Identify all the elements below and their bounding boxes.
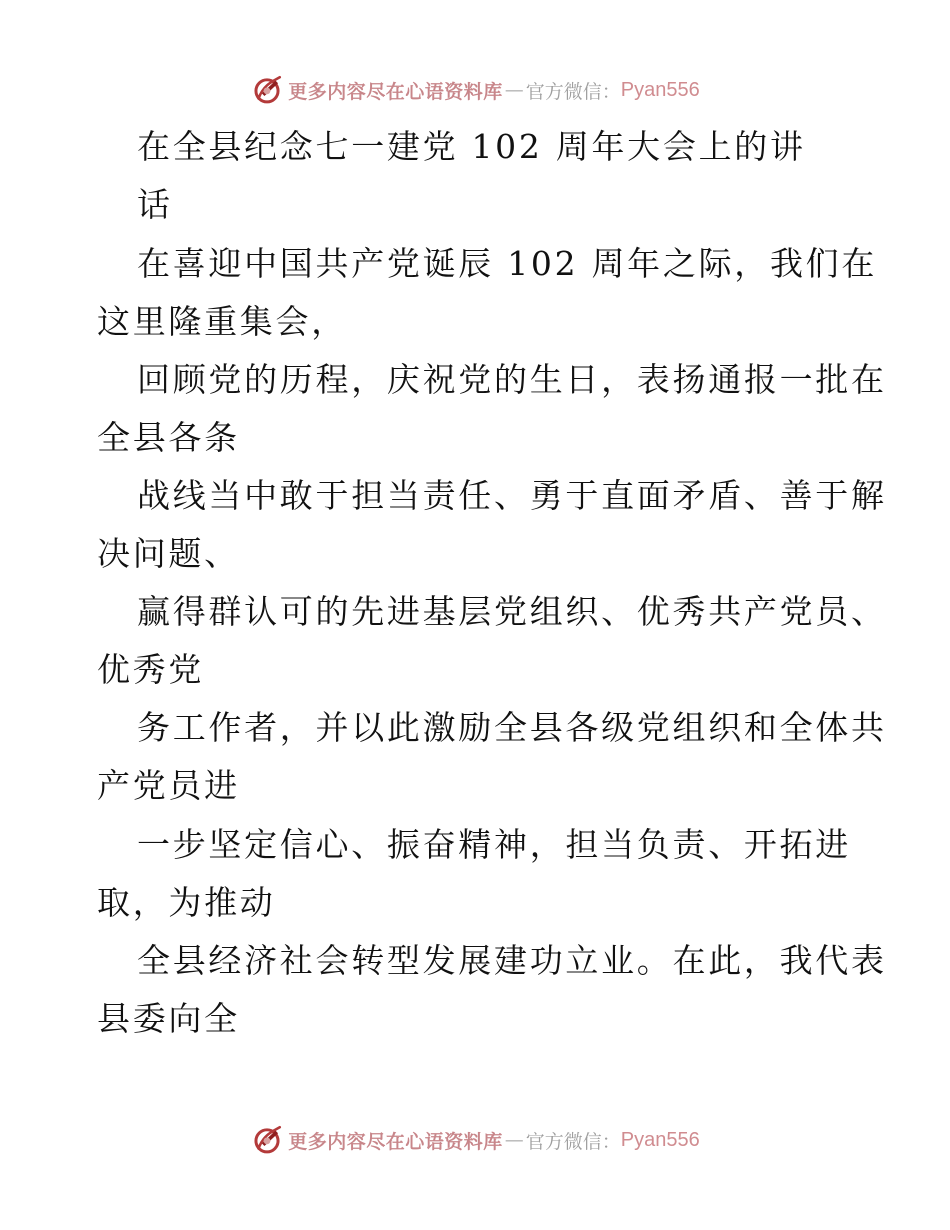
document-title-line-1: 在全县纪念七一建党 102 周年大会上的讲 [137, 127, 806, 166]
paragraph-line: 全县经济社会转型发展建功立业。在此，我代表 [137, 941, 887, 980]
paragraph-line: 回顾党的历程，庆祝党的生日，表扬通报一批在 [137, 360, 887, 399]
paragraph-line: 县委向全 [97, 999, 240, 1038]
paragraph-line: 优秀党 [97, 650, 205, 689]
watermark-separator: — [504, 1129, 524, 1151]
paragraph-line: 取，为推动 [97, 883, 276, 922]
document-title-line-2: 话 [137, 185, 173, 224]
header-watermark [0, 70, 950, 110]
watermark-label: 官方微信： [525, 1130, 621, 1153]
paragraph-line: 全县各条 [97, 418, 240, 457]
red-pen-swirl-logo-icon [250, 1123, 284, 1157]
watermark-brand-text: 更多内容尽在心语资料库 [288, 1130, 503, 1153]
red-pen-swirl-logo-icon [250, 73, 284, 107]
watermark-brand-text: 更多内容尽在心语资料库 [288, 80, 503, 103]
paragraph-line: 战线当中敢于担当责任、勇于直面矛盾、善于解 [137, 476, 887, 515]
watermark-label: 官方微信： [525, 80, 621, 103]
paragraph-line: 决问题、 [97, 534, 240, 573]
paragraph-line: 务工作者，并以此激励全县各级党组织和全体共 [137, 708, 887, 747]
watermark-account: Pyan556 [620, 1128, 700, 1151]
paragraph-line: 在喜迎中国共产党诞辰 102 周年之际，我们在 [137, 244, 878, 283]
paragraph-line: 这里隆重集会， [97, 302, 347, 341]
watermark-account: Pyan556 [620, 78, 700, 101]
footer-watermark [0, 1120, 950, 1160]
paragraph-line: 产党员进 [97, 766, 240, 805]
paragraph-line: 一步坚定信心、振奋精神，担当负责、开拓进 [137, 825, 851, 864]
paragraph-line: 赢得群认可的先进基层党组织、优秀共产党员、 [137, 592, 887, 631]
watermark-separator: — [504, 79, 524, 101]
